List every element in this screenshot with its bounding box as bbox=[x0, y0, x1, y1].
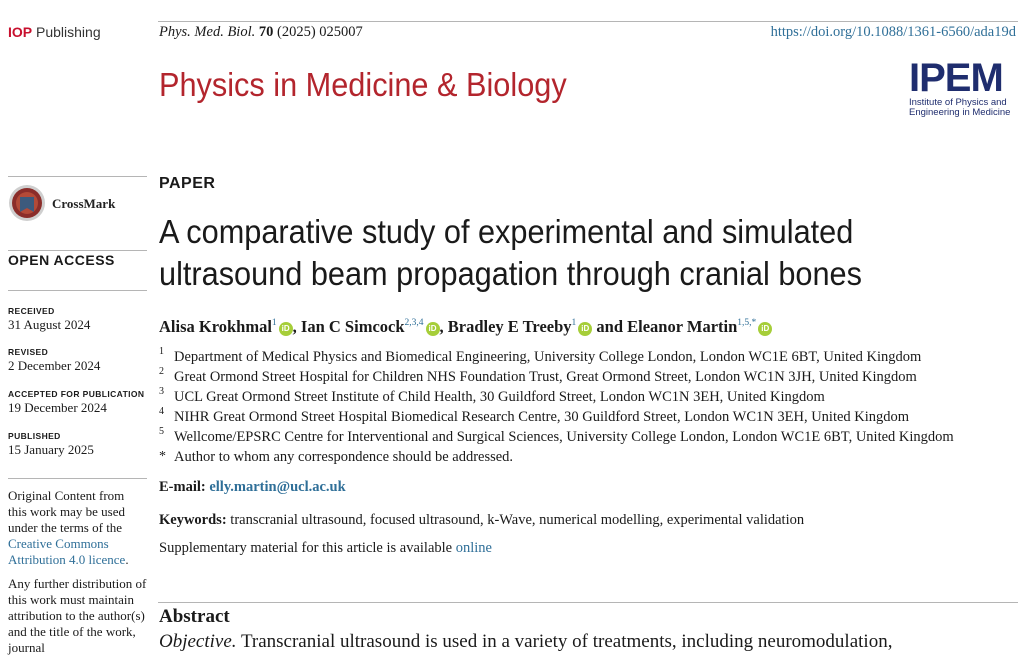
affiliation-item bbox=[159, 406, 1019, 429]
ipem-subtitle-line1: Institute of Physics and bbox=[909, 97, 1007, 108]
affiliation-item bbox=[159, 449, 1019, 469]
email-link[interactable]: elly.martin@ucl.ac.uk bbox=[209, 479, 346, 495]
iop-publishing-logo[interactable] bbox=[8, 24, 101, 40]
affiliation-text: NIHR Great Ormond Street Hospital Biomedical Research Centre, 30 Guildford Street, London WC1N 3EH, United Kingdom bbox=[174, 409, 910, 425]
affiliation-text: Wellcome/EPSRC Centre for Interventional and Surgical Sciences, University College London, London WC1E 6BT, United Kingdom bbox=[174, 429, 954, 445]
volume: 70 bbox=[258, 24, 274, 40]
orcid-icon[interactable]: iD bbox=[758, 322, 772, 336]
affiliation-marker: 3 bbox=[159, 386, 164, 397]
affiliation-list bbox=[159, 346, 1019, 469]
accepted-date: 19 December 2024 bbox=[8, 400, 107, 415]
author-affil: 1 bbox=[571, 318, 577, 328]
article-type: PAPER bbox=[159, 175, 216, 192]
abstract-lead: Objective. bbox=[159, 631, 237, 652]
author-separator: and bbox=[592, 317, 628, 336]
author-separator: , bbox=[292, 317, 301, 336]
accepted-label: ACCEPTED FOR PUBLICATION bbox=[8, 389, 145, 399]
crossmark-label: CrossMark bbox=[52, 196, 116, 211]
revised-date: 2 December 2024 bbox=[8, 358, 101, 373]
iop-brand: IOP bbox=[8, 24, 33, 40]
sidebar-divider bbox=[8, 176, 147, 177]
abstract-body: Transcranial ultrasound is used in a variety of treatments, including neuromodulation, bbox=[236, 631, 893, 652]
cc-licence-link[interactable]: Creative Commons Attribution 4.0 licence bbox=[8, 536, 126, 567]
licence-end: . bbox=[125, 552, 129, 567]
sidebar-divider bbox=[8, 290, 147, 291]
author-list bbox=[159, 317, 772, 337]
supplementary-line bbox=[159, 540, 492, 557]
licence-text: Original Content from this work may be used under the terms of the bbox=[8, 488, 125, 535]
affiliation-item bbox=[159, 366, 1019, 389]
affiliation-text: Great Ormond Street Hospital for Children NHS Foundation Trust, Great Ormond Street, London WC1N 3JH, United Kingdom bbox=[174, 369, 917, 385]
author-name[interactable]: Alisa Krokhmal bbox=[159, 317, 272, 336]
keywords-text: transcranial ultrasound, focused ultrasound, k-Wave, numerical modelling, experimental validation bbox=[230, 512, 805, 528]
sidebar-divider bbox=[8, 250, 147, 251]
ipem-wordmark: IPEM bbox=[909, 56, 1003, 100]
ipem-logo[interactable] bbox=[909, 56, 1021, 122]
affiliation-marker: 5 bbox=[159, 426, 164, 437]
doi-link[interactable]: https://doi.org/10.1088/1361-6560/ada19d bbox=[770, 24, 1016, 40]
published-date: 15 January 2025 bbox=[8, 442, 94, 457]
journal-abbrev: Phys. Med. Biol. bbox=[159, 24, 256, 40]
affiliation-marker: * bbox=[159, 449, 166, 464]
orcid-icon[interactable]: iD bbox=[578, 322, 592, 336]
author-name[interactable]: Bradley E Treeby bbox=[447, 317, 572, 336]
crossmark-icon bbox=[8, 184, 46, 222]
author-affil: 2,3,4 bbox=[404, 318, 424, 328]
article-title: A comparative study of experimental and simulated ultrasound beam propagation through cranial bones bbox=[159, 213, 862, 292]
affiliation-item bbox=[159, 426, 1019, 449]
licence-note bbox=[8, 488, 144, 568]
publishing-word: Publishing bbox=[36, 24, 101, 40]
affiliation-text: Department of Medical Physics and Biomedical Engineering, University College London, London WC1E 6BT, United Kingdom bbox=[174, 349, 922, 365]
supplementary-text: Supplementary material for this article is available bbox=[159, 540, 456, 556]
open-access-label: OPEN ACCESS bbox=[8, 252, 115, 268]
author-affil: 1,5,* bbox=[737, 318, 757, 328]
orcid-icon[interactable]: iD bbox=[279, 322, 293, 336]
email-line bbox=[159, 479, 346, 496]
affiliation-text: UCL Great Ormond Street Institute of Child Health, 30 Guildford Street, London WC1N 3EH, United Kingdom bbox=[174, 389, 825, 405]
journal-title[interactable]: Physics in Medicine & Biology bbox=[159, 66, 567, 103]
supplementary-link[interactable]: online bbox=[455, 540, 492, 556]
orcid-icon[interactable]: iD bbox=[426, 322, 440, 336]
abstract-divider bbox=[158, 602, 1018, 603]
received-label: RECEIVED bbox=[8, 306, 55, 316]
affiliation-marker: 2 bbox=[159, 366, 164, 377]
year-article: (2025) 025007 bbox=[277, 24, 363, 40]
keywords-label: Keywords: bbox=[159, 512, 227, 528]
affiliation-item bbox=[159, 386, 1019, 409]
top-divider bbox=[158, 21, 1018, 22]
author-separator: , bbox=[439, 317, 448, 336]
ipem-subtitle bbox=[909, 98, 1021, 118]
published-label: PUBLISHED bbox=[8, 431, 61, 441]
revised-label: REVISED bbox=[8, 347, 49, 357]
affiliation-marker: 1 bbox=[159, 346, 164, 357]
distribution-note: Any further distribution of this work must maintain attribution to the author(s) and the title of the work, journal bbox=[8, 576, 147, 655]
affiliation-marker: 4 bbox=[159, 406, 164, 417]
crossmark-badge[interactable] bbox=[8, 182, 148, 224]
citation bbox=[159, 24, 363, 41]
email-label: E-mail: bbox=[159, 479, 206, 495]
abstract-text bbox=[159, 631, 892, 653]
keywords-line bbox=[159, 512, 804, 529]
affiliation-text: Author to whom any correspondence should be addressed. bbox=[174, 449, 514, 465]
author-name[interactable]: Eleanor Martin bbox=[627, 317, 738, 336]
ipem-subtitle-line2: Engineering in Medicine bbox=[909, 107, 1011, 118]
author-affil: 1 bbox=[271, 318, 277, 328]
author-name[interactable]: Ian C Simcock bbox=[300, 317, 405, 336]
sidebar-divider bbox=[8, 478, 147, 479]
affiliation-item bbox=[159, 346, 1019, 369]
received-date: 31 August 2024 bbox=[8, 317, 91, 332]
abstract-heading: Abstract bbox=[159, 606, 230, 627]
